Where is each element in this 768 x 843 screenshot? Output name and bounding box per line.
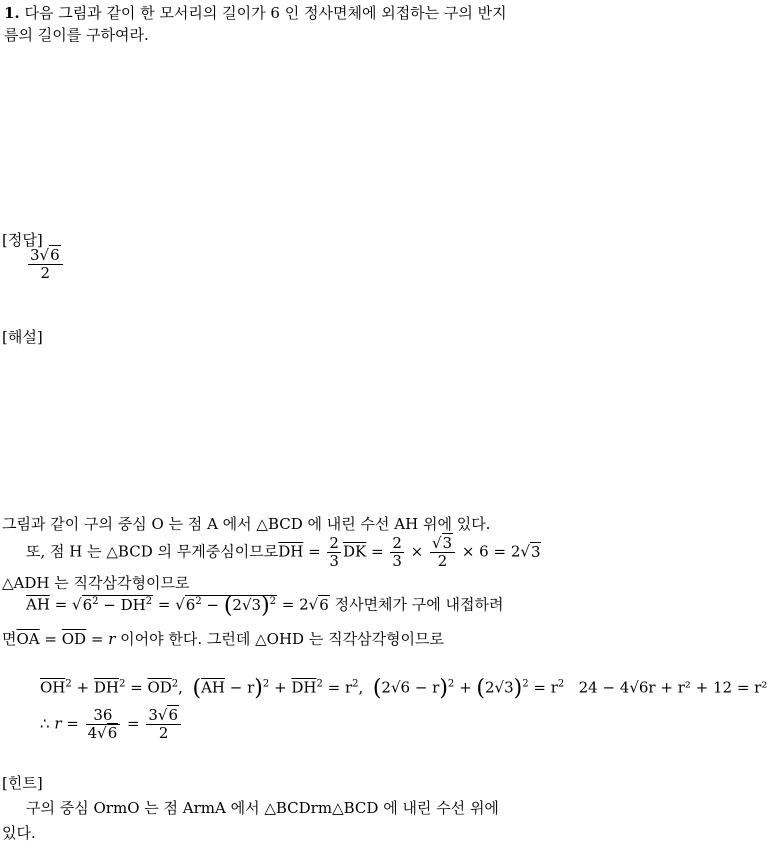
answer-fraction: $\frac{3√6}{2}$ <box>26 247 65 282</box>
explanation-label: [해설] <box>2 328 43 346</box>
problem-text-1: 다음 그림과 같이 한 모서리의 길이가 6 인 정사면체에 외접하는 구의 반지 <box>24 4 507 22</box>
explanation-line-5: 면$\overline{OA} = \overline{OD} = r$ 이어야 한다. 그런데 △OHD 는 직각삼각형이므로 <box>2 630 445 648</box>
explanation-line-6: $\overline{OH}^2 + \overline{DH}^2 = \overline{OD}^2$, $(\overline{AH} - r)^2 + \overline{DH}^2 = r^2$, $(2√6 - r)^2 + (2√3)^2 = r^2$ 24 − 4√6r + r² + 12 = r² <box>40 676 768 701</box>
hint-label: [힌트] <box>2 774 43 792</box>
explanation-line-2: 또, 점 H 는 △BCD 의 무게중심이므로$\overline{DH}$ = $\frac{2}{3}$ $\overline{DK}$ = $\frac{2}{3}$ × $\frac{√3}{2}$ × 6 = 2√3 <box>26 534 541 570</box>
explanation-line-3: △ADH 는 직각삼각형이므로 <box>2 574 190 592</box>
problem-text-2: 름의 길이를 구하여라. <box>4 26 149 44</box>
hint-line-2: 있다. <box>2 824 36 842</box>
problem-line-1 <box>4 2 507 23</box>
explanation-line-1: 그림과 같이 구의 중심 O 는 점 A 에서 △BCD 에 내린 수선 AH 위에 있다. <box>2 515 491 533</box>
hint-line-1: 구의 중심 OrmO 는 점 ArmA 에서 △BCDrm△BCD 에 내린 수선 위에 <box>26 799 499 817</box>
explanation-line-7: ∴ r = $\frac{36}{4√6}$ = $\frac{3√6}{2}$ <box>40 707 183 742</box>
problem-number: 1. <box>4 4 20 22</box>
explanation-line-4: $\overline{AH} = √6^2 - \overline{DH}^2 = √6^2 - (2√3)^2 = 2√6$ 정사면체가 구에 내접하려 <box>26 593 504 618</box>
answer-label: [정답] <box>2 231 43 249</box>
